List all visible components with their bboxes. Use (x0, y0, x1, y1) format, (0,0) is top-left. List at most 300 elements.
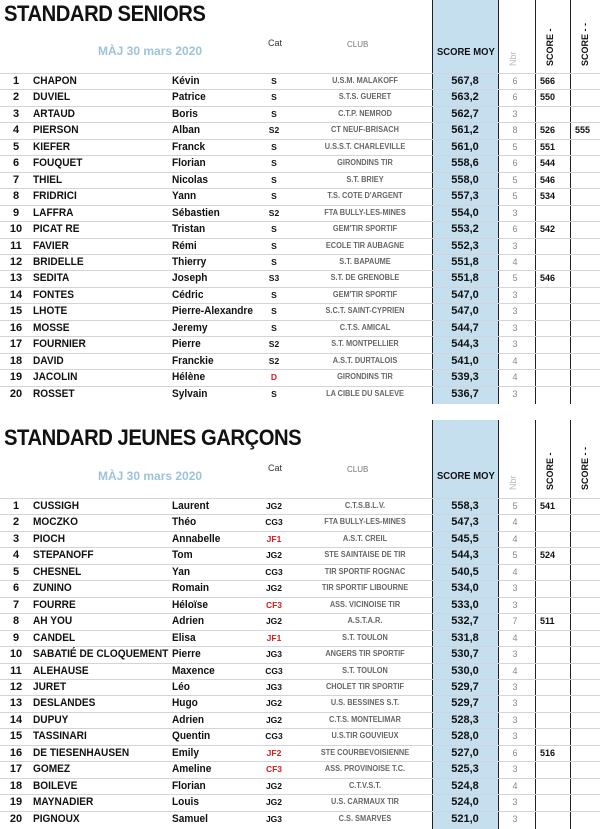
table-row (0, 320, 600, 336)
score-cell: 547,0 (451, 305, 479, 317)
table-row (0, 811, 600, 827)
prenom-cell: Elisa (172, 632, 196, 644)
table-row (0, 336, 600, 352)
cat-cell: S2 (268, 356, 280, 366)
rank-cell: 1 (12, 75, 20, 87)
table-row (0, 106, 600, 122)
prenom-cell: Rémi (172, 240, 197, 252)
cat-cell: JG2 (265, 501, 283, 511)
prenom-cell: Romain (172, 582, 210, 594)
nbr-cell: 4 (512, 781, 518, 791)
table-row (0, 547, 600, 563)
cat-cell: CG3 (265, 731, 283, 741)
rank-cell: 6 (12, 582, 20, 594)
nbr-cell: 4 (512, 534, 518, 544)
nom-cell: TASSINARI (33, 730, 87, 742)
table-row (0, 679, 600, 695)
score-cell: 524,0 (451, 796, 479, 808)
nom-cell: STEPANOFF (33, 549, 94, 561)
prenom-cell: Kévin (172, 75, 200, 87)
nom-cell: AH YOU (33, 615, 73, 627)
table-row (0, 580, 600, 596)
rank-cell: 8 (12, 190, 20, 202)
cat-cell: S (271, 323, 277, 333)
nbr-cell: 3 (512, 814, 518, 824)
score-cell: 562,7 (451, 108, 479, 120)
nbr-cell: 3 (512, 109, 518, 119)
table-row (0, 205, 600, 221)
club-cell: LA CIBLE DU SALEVE (326, 389, 404, 398)
prenom-cell: Alban (172, 124, 201, 136)
prenom-cell: Maxence (172, 665, 215, 677)
nom-cell: ARTAUD (33, 108, 75, 120)
header-score2: SCORE - - (580, 446, 590, 490)
score-cell: 558,0 (451, 174, 479, 186)
cat-cell: JF2 (266, 748, 282, 758)
club-cell: S.T. BRIEY (346, 175, 384, 184)
header-score2: SCORE - - (580, 22, 590, 66)
nbr-cell: 3 (512, 764, 518, 774)
table-row (0, 386, 600, 402)
club-cell: FTA BULLY-LES-MINES (324, 208, 406, 217)
table-row (0, 353, 600, 369)
nom-cell: GOMEZ (33, 763, 71, 775)
club-cell: GEM'TIR SPORTIF (332, 224, 398, 233)
prenom-cell: Patrice (172, 91, 206, 103)
cat-cell: S (271, 306, 277, 316)
rank-cell: 8 (12, 615, 20, 627)
cat-cell: CG3 (265, 666, 283, 676)
club-cell: S.T. TOULON (342, 666, 388, 675)
score-cell: 530,0 (451, 665, 479, 677)
table-row (0, 287, 600, 303)
nbr-cell: 4 (512, 666, 518, 676)
table-row (0, 597, 600, 613)
score1-cell: 546 (540, 273, 556, 283)
prenom-cell: Sébastien (172, 207, 220, 219)
nbr-cell: 3 (512, 208, 518, 218)
table-row (0, 531, 600, 547)
table-row (0, 778, 600, 794)
nbr-cell: 3 (512, 306, 518, 316)
club-cell: GEM'TIR SPORTIF (332, 290, 398, 299)
header-club: CLUB (347, 40, 369, 49)
score-cell: 524,8 (451, 780, 479, 792)
rank-cell: 6 (12, 157, 20, 169)
table-row (0, 270, 600, 286)
table-row (0, 155, 600, 171)
nom-cell: DUPUY (33, 714, 69, 726)
table-row (0, 745, 600, 761)
header-club: CLUB (347, 465, 369, 474)
score-cell: 531,8 (451, 632, 479, 644)
nbr-cell: 3 (512, 583, 518, 593)
club-cell: A.S.T. DURTALOIS (332, 356, 398, 365)
prenom-cell: Louis (172, 796, 199, 808)
cat-cell: JG3 (265, 814, 283, 824)
club-cell: T.S. COTE D'ARGENT (327, 191, 403, 200)
nom-cell: MOSSE (33, 322, 70, 334)
nom-cell: ROSSET (33, 388, 75, 400)
table-row (0, 73, 600, 89)
score1-cell: 516 (540, 748, 556, 758)
club-cell: TIR SPORTIF ROGNAC (324, 567, 406, 576)
cat-cell: S (271, 109, 277, 119)
score-cell: 558,3 (451, 500, 479, 512)
nbr-cell: 3 (512, 389, 518, 399)
nom-cell: LAFFRA (33, 207, 74, 219)
table-row (0, 303, 600, 319)
nom-cell: FONTES (33, 289, 75, 301)
score-cell: 532,7 (451, 615, 479, 627)
table-row (0, 712, 600, 728)
nbr-cell: 3 (512, 682, 518, 692)
score-cell: 528,3 (451, 714, 479, 726)
nbr-cell: 4 (512, 567, 518, 577)
cat-cell: S (271, 224, 277, 234)
table-row (0, 498, 600, 514)
rank-cell: 19 (9, 796, 23, 808)
nbr-cell: 3 (512, 241, 518, 251)
rank-cell: 18 (9, 355, 23, 367)
table-row (0, 663, 600, 679)
club-cell: ASS. PROVINOISE T.C. (324, 764, 406, 773)
club-cell: S.T. BAPAUME (339, 257, 391, 266)
rank-cell: 16 (9, 322, 23, 334)
table-row (0, 139, 600, 155)
score-cell: 567,8 (451, 75, 479, 87)
nbr-cell: 3 (512, 339, 518, 349)
score1-cell: 551 (540, 142, 556, 152)
rank-cell: 15 (9, 305, 23, 317)
club-cell: S.T. DE GRENOBLE (330, 273, 400, 282)
header-score-moy: SCORE MOY (437, 470, 495, 482)
cat-cell: JG2 (265, 781, 283, 791)
rank-cell: 2 (12, 91, 20, 103)
rank-cell: 4 (12, 549, 20, 561)
nbr-cell: 4 (512, 257, 518, 267)
prenom-cell: Emily (172, 747, 200, 759)
nbr-cell: 6 (512, 92, 518, 102)
cat-cell: S (271, 191, 277, 201)
club-cell: STE COURBEVOISIENNE (320, 748, 410, 757)
prenom-cell: Jeremy (172, 322, 208, 334)
score-cell: 551,8 (451, 272, 479, 284)
prenom-cell: Adrien (172, 615, 205, 627)
club-cell: C.T.S.B.L.V. (344, 501, 386, 510)
rank-cell: 14 (9, 289, 23, 301)
rank-cell: 16 (9, 747, 23, 759)
nbr-cell: 3 (512, 797, 518, 807)
nbr-cell: 6 (512, 224, 518, 234)
prenom-cell: Yan (172, 566, 191, 578)
prenom-cell: Sylvain (172, 388, 208, 400)
header-score-moy: SCORE MOY (437, 46, 495, 58)
table-row (0, 564, 600, 580)
score-cell: 544,7 (451, 322, 479, 334)
nom-cell: ALEHAUSE (33, 665, 89, 677)
nbr-cell: 4 (512, 372, 518, 382)
nbr-cell: 3 (512, 698, 518, 708)
nom-cell: PIOCH (33, 533, 66, 545)
nbr-cell: 7 (512, 616, 518, 626)
nbr-cell: 6 (512, 748, 518, 758)
score-cell: 551,8 (451, 256, 479, 268)
header-cat: Cat (268, 463, 283, 473)
rank-cell: 5 (12, 566, 20, 578)
update-date: MÀJ 30 mars 2020 (98, 44, 203, 58)
score1-cell: 524 (540, 550, 556, 560)
nbr-cell: 5 (512, 191, 518, 201)
nbr-cell: 4 (512, 517, 518, 527)
score-cell: 553,2 (451, 223, 479, 235)
rank-cell: 5 (12, 141, 20, 153)
score-cell: 563,2 (451, 91, 479, 103)
nom-cell: DAVID (33, 355, 64, 367)
nbr-cell: 5 (512, 142, 518, 152)
club-cell: CHOLET TIR SPORTIF (325, 682, 405, 691)
score-cell: 554,0 (451, 207, 479, 219)
score-cell: 547,0 (451, 289, 479, 301)
prenom-cell: Samuel (172, 813, 209, 825)
prenom-cell: Hélène (172, 371, 206, 383)
club-cell: S.C.T. SAINT-CYPRIEN (325, 306, 405, 315)
score-cell: 530,7 (451, 648, 479, 660)
table-row (0, 188, 600, 204)
club-cell: GIRONDINS TIR (337, 158, 393, 167)
score1-cell: 542 (540, 224, 556, 234)
rank-cell: 20 (9, 388, 23, 400)
header-score1: SCORE - (545, 28, 555, 66)
score-cell: 529,7 (451, 697, 479, 709)
nbr-cell: 3 (512, 715, 518, 725)
cat-cell: JG2 (265, 715, 283, 725)
prenom-cell: Ameline (172, 763, 212, 775)
score-cell: 533,0 (451, 599, 479, 611)
section-title: STANDARD JEUNES GARÇONS (4, 425, 302, 450)
section-title: STANDARD SENIORS (4, 1, 206, 26)
club-cell: ECOLE TIR AUBAGNE (325, 241, 405, 250)
prenom-cell: Laurent (172, 500, 210, 512)
table-row (0, 695, 600, 711)
rank-cell: 17 (9, 338, 23, 350)
club-cell: TIR SPORTIF LIBOURNE (321, 583, 409, 592)
table-row (0, 794, 600, 810)
score-cell: 561,0 (451, 141, 479, 153)
prenom-cell: Cédric (172, 289, 204, 301)
rank-cell: 12 (9, 681, 23, 693)
club-cell: ASS. VICINOISE TIR (329, 600, 401, 609)
nom-cell: DE TIESENHAUSEN (33, 747, 130, 759)
nom-cell: PIERSON (33, 124, 79, 136)
prenom-cell: Pierre (172, 648, 201, 660)
prenom-cell: Franck (172, 141, 206, 153)
prenom-cell: Léo (172, 681, 190, 693)
score-cell: 558,6 (451, 157, 479, 169)
nom-cell: THIEL (33, 174, 63, 186)
cat-cell: D (270, 372, 278, 382)
score1-cell: 511 (540, 616, 555, 626)
club-cell: STE SAINTAISE DE TIR (324, 550, 406, 559)
score-cell: 521,0 (451, 813, 479, 825)
nom-cell: FAVIER (33, 240, 69, 252)
prenom-cell: Boris (172, 108, 198, 120)
club-cell: C.T.P. NEMROD (338, 109, 392, 118)
rank-cell: 19 (9, 371, 23, 383)
nom-cell: MOCZKO (33, 516, 78, 528)
table-row (0, 122, 600, 138)
nom-cell: JURET (33, 681, 67, 693)
rank-cell: 9 (12, 207, 20, 219)
cat-cell: S (271, 290, 277, 300)
nbr-cell: 3 (512, 731, 518, 741)
prenom-cell: Héloïse (172, 599, 209, 611)
prenom-cell: Pierre (172, 338, 201, 350)
score1-cell: 526 (540, 125, 556, 135)
prenom-cell: Thierry (172, 256, 207, 268)
score2-cell: 555 (575, 125, 591, 135)
nom-cell: CHAPON (33, 75, 77, 87)
score1-cell: 566 (540, 76, 556, 86)
score1-cell: 546 (540, 175, 556, 185)
nom-cell: MAYNADIER (33, 796, 94, 808)
score-cell: 536,7 (451, 388, 479, 400)
club-cell: U.S.S.T. CHARLEVILLE (324, 142, 406, 151)
cat-cell: S (271, 175, 277, 185)
cat-cell: JG2 (265, 583, 283, 593)
club-cell: U.S. BESSINES S.T. (330, 698, 400, 707)
rank-cell: 4 (12, 124, 20, 136)
cat-cell: CF3 (265, 764, 283, 774)
prenom-cell: Tom (172, 549, 193, 561)
rank-cell: 12 (9, 256, 23, 268)
club-cell: U.S.M. MALAKOFF (332, 76, 398, 85)
rank-cell: 9 (12, 632, 20, 644)
club-cell: C.T.V.S.T. (348, 781, 382, 790)
nbr-cell: 4 (512, 356, 518, 366)
score-cell: 561,2 (451, 124, 479, 136)
club-cell: ANGERS TIR SPORTIF (325, 649, 405, 658)
prenom-cell: Adrien (172, 714, 205, 726)
score-cell: 539,3 (451, 371, 479, 383)
prenom-cell: Nicolas (172, 174, 209, 186)
score-cell: 525,3 (451, 763, 479, 775)
rank-cell: 7 (12, 599, 20, 611)
cat-cell: CG3 (265, 517, 283, 527)
table-row (0, 89, 600, 105)
header-cat: Cat (268, 38, 283, 48)
nom-cell: PIGNOUX (33, 813, 80, 825)
nom-cell: DUVIEL (33, 91, 71, 103)
score-cell: 541,0 (451, 355, 479, 367)
nom-cell: BOILEVE (33, 780, 78, 792)
score-cell: 547,3 (451, 516, 479, 528)
header-score1: SCORE - (545, 452, 555, 490)
nbr-cell: 3 (512, 290, 518, 300)
score-cell: 527,0 (451, 747, 479, 759)
cat-cell: JF1 (266, 534, 282, 544)
update-date: MÀJ 30 mars 2020 (98, 469, 203, 483)
prenom-cell: Annabelle (172, 533, 221, 545)
cat-cell: S2 (268, 339, 280, 349)
nbr-cell: 4 (512, 633, 518, 643)
cat-cell: S2 (268, 125, 280, 135)
rank-cell: 3 (12, 533, 20, 545)
cat-cell: S (271, 92, 277, 102)
nbr-cell: 8 (512, 125, 518, 135)
rank-cell: 13 (9, 272, 23, 284)
cat-cell: S (271, 257, 277, 267)
table-row (0, 369, 600, 385)
nom-cell: CANDEL (33, 632, 76, 644)
rank-cell: 14 (9, 714, 23, 726)
prenom-cell: Quentin (172, 730, 211, 742)
cat-cell: JF1 (266, 633, 282, 643)
score-cell: 544,3 (451, 338, 479, 350)
nbr-cell: 3 (512, 649, 518, 659)
prenom-cell: Florian (172, 780, 206, 792)
table-row (0, 630, 600, 646)
nbr-cell: 6 (512, 158, 518, 168)
nom-cell: LHOTE (33, 305, 68, 317)
score1-cell: 550 (540, 92, 556, 102)
prenom-cell: Pierre-Alexandre (172, 305, 254, 317)
club-cell: S.T.S. GUERET (338, 92, 392, 101)
prenom-cell: Franckie (172, 355, 214, 367)
score1-cell: 541 (540, 501, 556, 511)
club-cell: C.T.S. MONTELIMAR (329, 715, 401, 724)
nbr-cell: 6 (512, 76, 518, 86)
nbr-cell: 5 (512, 273, 518, 283)
rank-cell: 13 (9, 697, 23, 709)
table-row (0, 761, 600, 777)
nom-cell: BRIDELLE (33, 256, 84, 268)
rank-cell: 15 (9, 730, 23, 742)
score-cell: 545,5 (451, 533, 479, 545)
nom-cell: CHESNEL (33, 566, 82, 578)
rank-cell: 7 (12, 174, 20, 186)
club-cell: A.S.T. CREIL (342, 534, 388, 543)
nom-cell: FOURRE (33, 599, 76, 611)
rank-cell: 20 (9, 813, 23, 825)
header-nbr: Nbr (508, 51, 518, 66)
cat-cell: S2 (268, 208, 280, 218)
score-cell: 529,7 (451, 681, 479, 693)
cat-cell: JG2 (265, 698, 283, 708)
nom-cell: JACOLIN (33, 371, 78, 383)
nom-cell: SEDITA (33, 272, 70, 284)
table-row (0, 728, 600, 744)
prenom-cell: Tristan (172, 223, 206, 235)
cat-cell: S (271, 389, 277, 399)
score-cell: 544,3 (451, 549, 479, 561)
rank-cell: 1 (12, 500, 20, 512)
prenom-cell: Hugo (172, 697, 198, 709)
nbr-cell: 5 (512, 550, 518, 560)
club-cell: S.T. MONTPELLIER (331, 339, 399, 348)
table-row (0, 254, 600, 270)
score1-cell: 544 (540, 158, 556, 168)
nbr-cell: 5 (512, 175, 518, 185)
rank-cell: 2 (12, 516, 20, 528)
cat-cell: CF3 (265, 600, 283, 610)
table-row (0, 221, 600, 237)
nom-cell: DESLANDES (33, 697, 96, 709)
nbr-cell: 5 (512, 501, 518, 511)
prenom-cell: Joseph (172, 272, 208, 284)
rank-cell: 10 (9, 223, 23, 235)
rank-cell: 17 (9, 763, 23, 775)
